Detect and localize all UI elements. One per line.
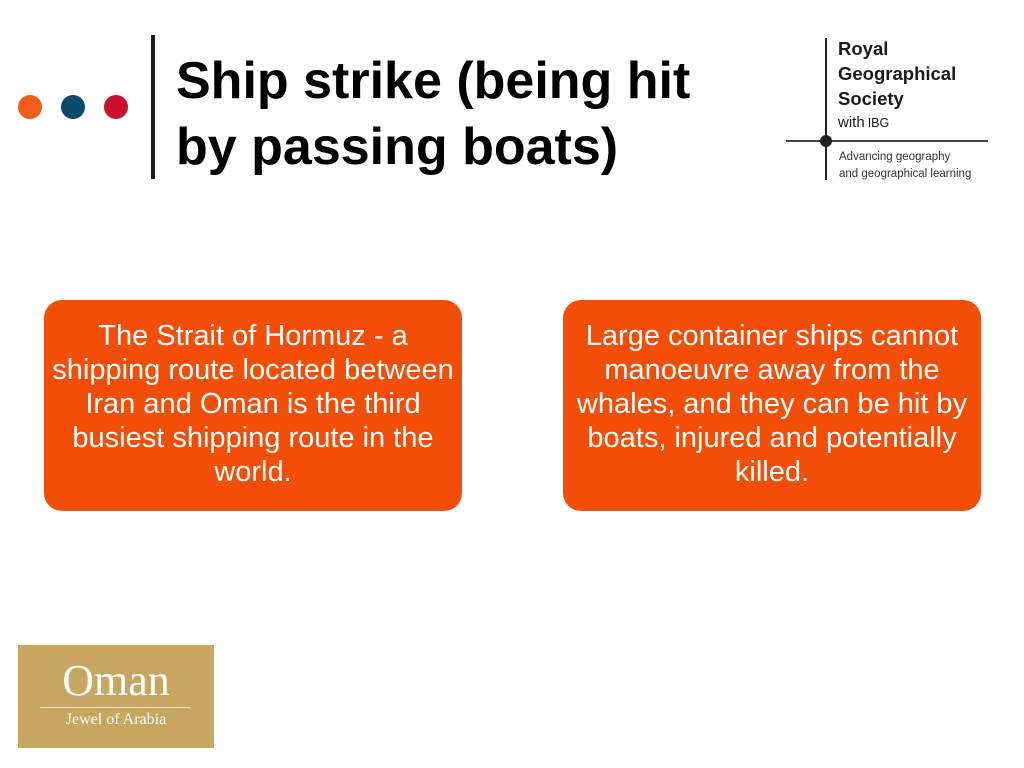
rgs-name-line-2: Geographical [838, 63, 957, 84]
info-box-strait-of-hormuz: The Strait of Hormuz - a shipping route located between Iran and Oman is the third busiest shipping route in the world. [44, 300, 462, 511]
info-box-container-ships: Large container ships cannot manoeuvre away from the whales, and they can be hit by boats, injured and potentially killed. [563, 300, 981, 511]
orange-dot-icon [18, 95, 42, 119]
rgs-logo-with [838, 114, 889, 131]
rgs-logo [786, 36, 996, 184]
rgs-name-line-1: Royal [838, 38, 889, 59]
rgs-tagline-line-1: Advancing geography [839, 151, 951, 163]
oman-logo-divider [40, 707, 190, 708]
title-line-1: Ship strike (being hit [176, 52, 691, 110]
rgs-logo-horizontal-line [786, 140, 988, 142]
rgs-logo-vertical-line [825, 38, 827, 180]
title-divider [151, 35, 155, 179]
navy-dot-icon [61, 95, 85, 119]
rgs-logo-node-icon [820, 135, 832, 147]
title-line-2: by passing boats) [176, 118, 619, 176]
rgs-logo-tagline [839, 149, 971, 183]
page-title [176, 48, 776, 180]
rgs-tagline-line-2: and geographical learning [839, 168, 972, 180]
oman-logo-tagline: Jewel of Arabia [65, 711, 167, 728]
rgs-name-line-3: Society [838, 88, 904, 109]
rgs-with-text: with [838, 114, 865, 131]
rgs-ibg-text: IBG [867, 116, 890, 130]
oman-logo [18, 645, 214, 748]
oman-logo-word: Oman [62, 656, 170, 705]
red-dot-icon [104, 95, 128, 119]
rgs-logo-name [838, 36, 956, 111]
